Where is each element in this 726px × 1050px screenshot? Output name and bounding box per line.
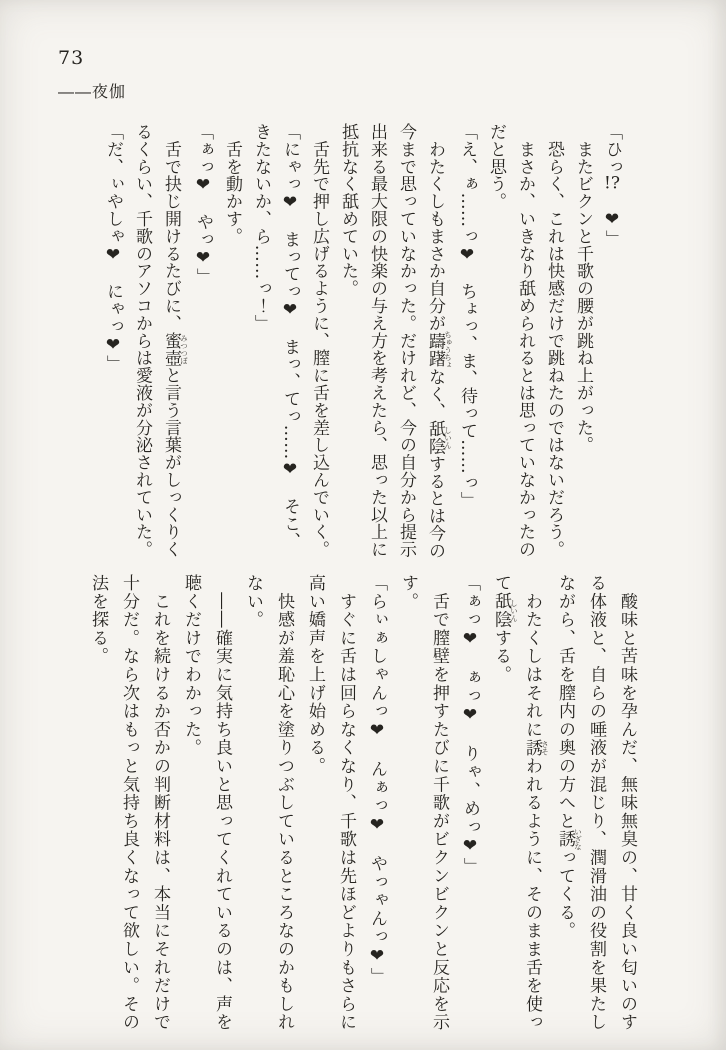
paragraph <box>217 123 246 563</box>
page-header <box>58 44 126 104</box>
paragraph <box>485 574 549 1035</box>
text-run: またビクンと千歌の腰が跳ね上がった。 <box>573 123 593 454</box>
paragraph <box>98 123 127 563</box>
furigana-text: いざな <box>573 828 583 851</box>
furigana-ruby <box>491 592 519 629</box>
text-run: まさか、いきなり舐められるとは思っていなかったのだと思う。 <box>486 123 535 558</box>
paragraph <box>361 574 392 1035</box>
ruby-base: 誘 <box>555 828 575 851</box>
furigana-ruby <box>425 420 453 455</box>
paragraph <box>539 123 568 563</box>
furigana-ruby <box>522 738 550 758</box>
paragraph <box>333 123 452 563</box>
furigana-ruby <box>555 828 583 851</box>
text-run: なく、 <box>425 367 445 421</box>
paragraph <box>392 574 454 1035</box>
paragraph <box>304 123 333 563</box>
text-run: 「ひっ <box>602 123 622 176</box>
text-run: 舌を動かす。 <box>222 123 242 245</box>
page-number: 73 <box>58 47 85 69</box>
text-run: 酸味と苦味を孕んだ、無味無臭の、甘く良い匂いのする体液と、自らの唾液が混じり、潤滑油の役割を果たしながら、舌を膣内の奥の方へと <box>555 574 637 1032</box>
text-run: 「え、ぁ……っ❤ ちょっ、ま、待って……っ」 <box>457 123 477 509</box>
ruby-base: 誘 <box>522 738 542 758</box>
ruby-base: 舐陰 <box>425 420 445 455</box>
ruby-base: 躊躇 <box>425 331 445 369</box>
ruby-base: 舐陰 <box>491 592 511 629</box>
text-run: 「にゃっ❤ まってっ❤ まっ、てっ……❤ そこ、きたないか、ら……っ！」 <box>251 123 300 550</box>
text-run: 舌先で押し広げるように、膣に舌を差し込んでいく。 <box>309 123 329 558</box>
paragraph <box>549 574 642 1035</box>
tatechuyoko-run: !? <box>604 175 620 193</box>
furigana-ruby <box>425 331 453 369</box>
paragraph <box>237 574 299 1035</box>
text-run: 舌で膣壁を押すたびに千歌がビクンビクンと反応を示す。 <box>398 574 449 1032</box>
paragraph <box>82 574 175 1035</box>
chapter-header: ――夜伽 <box>58 81 127 101</box>
furigana-text: しいん <box>509 592 519 629</box>
ruby-base: 蜜壺 <box>161 331 181 367</box>
paragraph <box>454 574 485 1035</box>
paragraph <box>175 574 237 1035</box>
text-run: 舌で抉じ開けるたびに、 <box>161 123 181 332</box>
text-run: 「だ、ぃやしゃ❤ にゃっ❤」 <box>103 123 123 373</box>
text-run: これを続けるか否かの判断材料は、本当にそれだけで十分だ。なら次はもっと気持ち良くなって欲しい。その法を探る。 <box>88 574 170 1032</box>
text-run: すぐに舌は回らなくなり、千歌は先ほどよりもさらに高い嬌声を上げ始める。 <box>305 574 356 1032</box>
furigana-text: さそ <box>540 738 550 758</box>
paragraph <box>452 123 481 563</box>
furigana-text: みつつぼ <box>179 331 189 367</box>
text-run: ――確実に気持ち良いと思ってくれているのは、声を聴くだけでわかった。 <box>181 574 232 1032</box>
text-run: と言う言葉がしっくりくるくらい、千歌のアソコからは愛液が分泌されていた。 <box>132 123 181 559</box>
furigana-ruby <box>161 331 189 367</box>
text-run: 「らぃぁしゃんっ❤ んぁっ❤ やっゃんっ❤」 <box>367 574 387 986</box>
text-run: 快感が羞恥心を塗りつぶしているところなのかもしれない。 <box>243 574 294 1032</box>
text-run: 恐らく、これは快感だけで跳ねたのではないだろう。 <box>544 123 564 558</box>
text-run: われるように、そのまま舌を使って <box>491 574 542 1032</box>
paragraph <box>127 123 188 563</box>
text-run: 「ぁっ❤ やっ❤」 <box>193 123 213 286</box>
text-run: わたくしはそれに <box>522 574 542 739</box>
text-run: ❤」 <box>602 192 622 248</box>
paragraph <box>597 123 626 563</box>
text-run: する。 <box>491 628 511 684</box>
text-run: 「ぁっ❤ ぁっ❤ りゃ、めっ❤」 <box>460 574 480 876</box>
text-block-bottom <box>82 574 642 1035</box>
paragraph <box>568 123 597 563</box>
paragraph <box>246 123 304 563</box>
furigana-text: ちゅうちょ <box>443 331 453 369</box>
furigana-text: しいん <box>443 420 453 455</box>
text-run: ってくる。 <box>555 848 575 941</box>
paragraph <box>188 123 217 563</box>
paragraph <box>481 123 539 563</box>
text-run: わたくしもまさか自分が <box>425 123 445 332</box>
paragraph <box>299 574 361 1035</box>
text-block-top <box>98 123 626 563</box>
text-run: するとは今の今まで思っていなかった。だけれど、今の自分から提示出来る最大限の快楽の与え方を考えたら、思った以上に抵抗なく舐めていた。 <box>338 123 445 560</box>
